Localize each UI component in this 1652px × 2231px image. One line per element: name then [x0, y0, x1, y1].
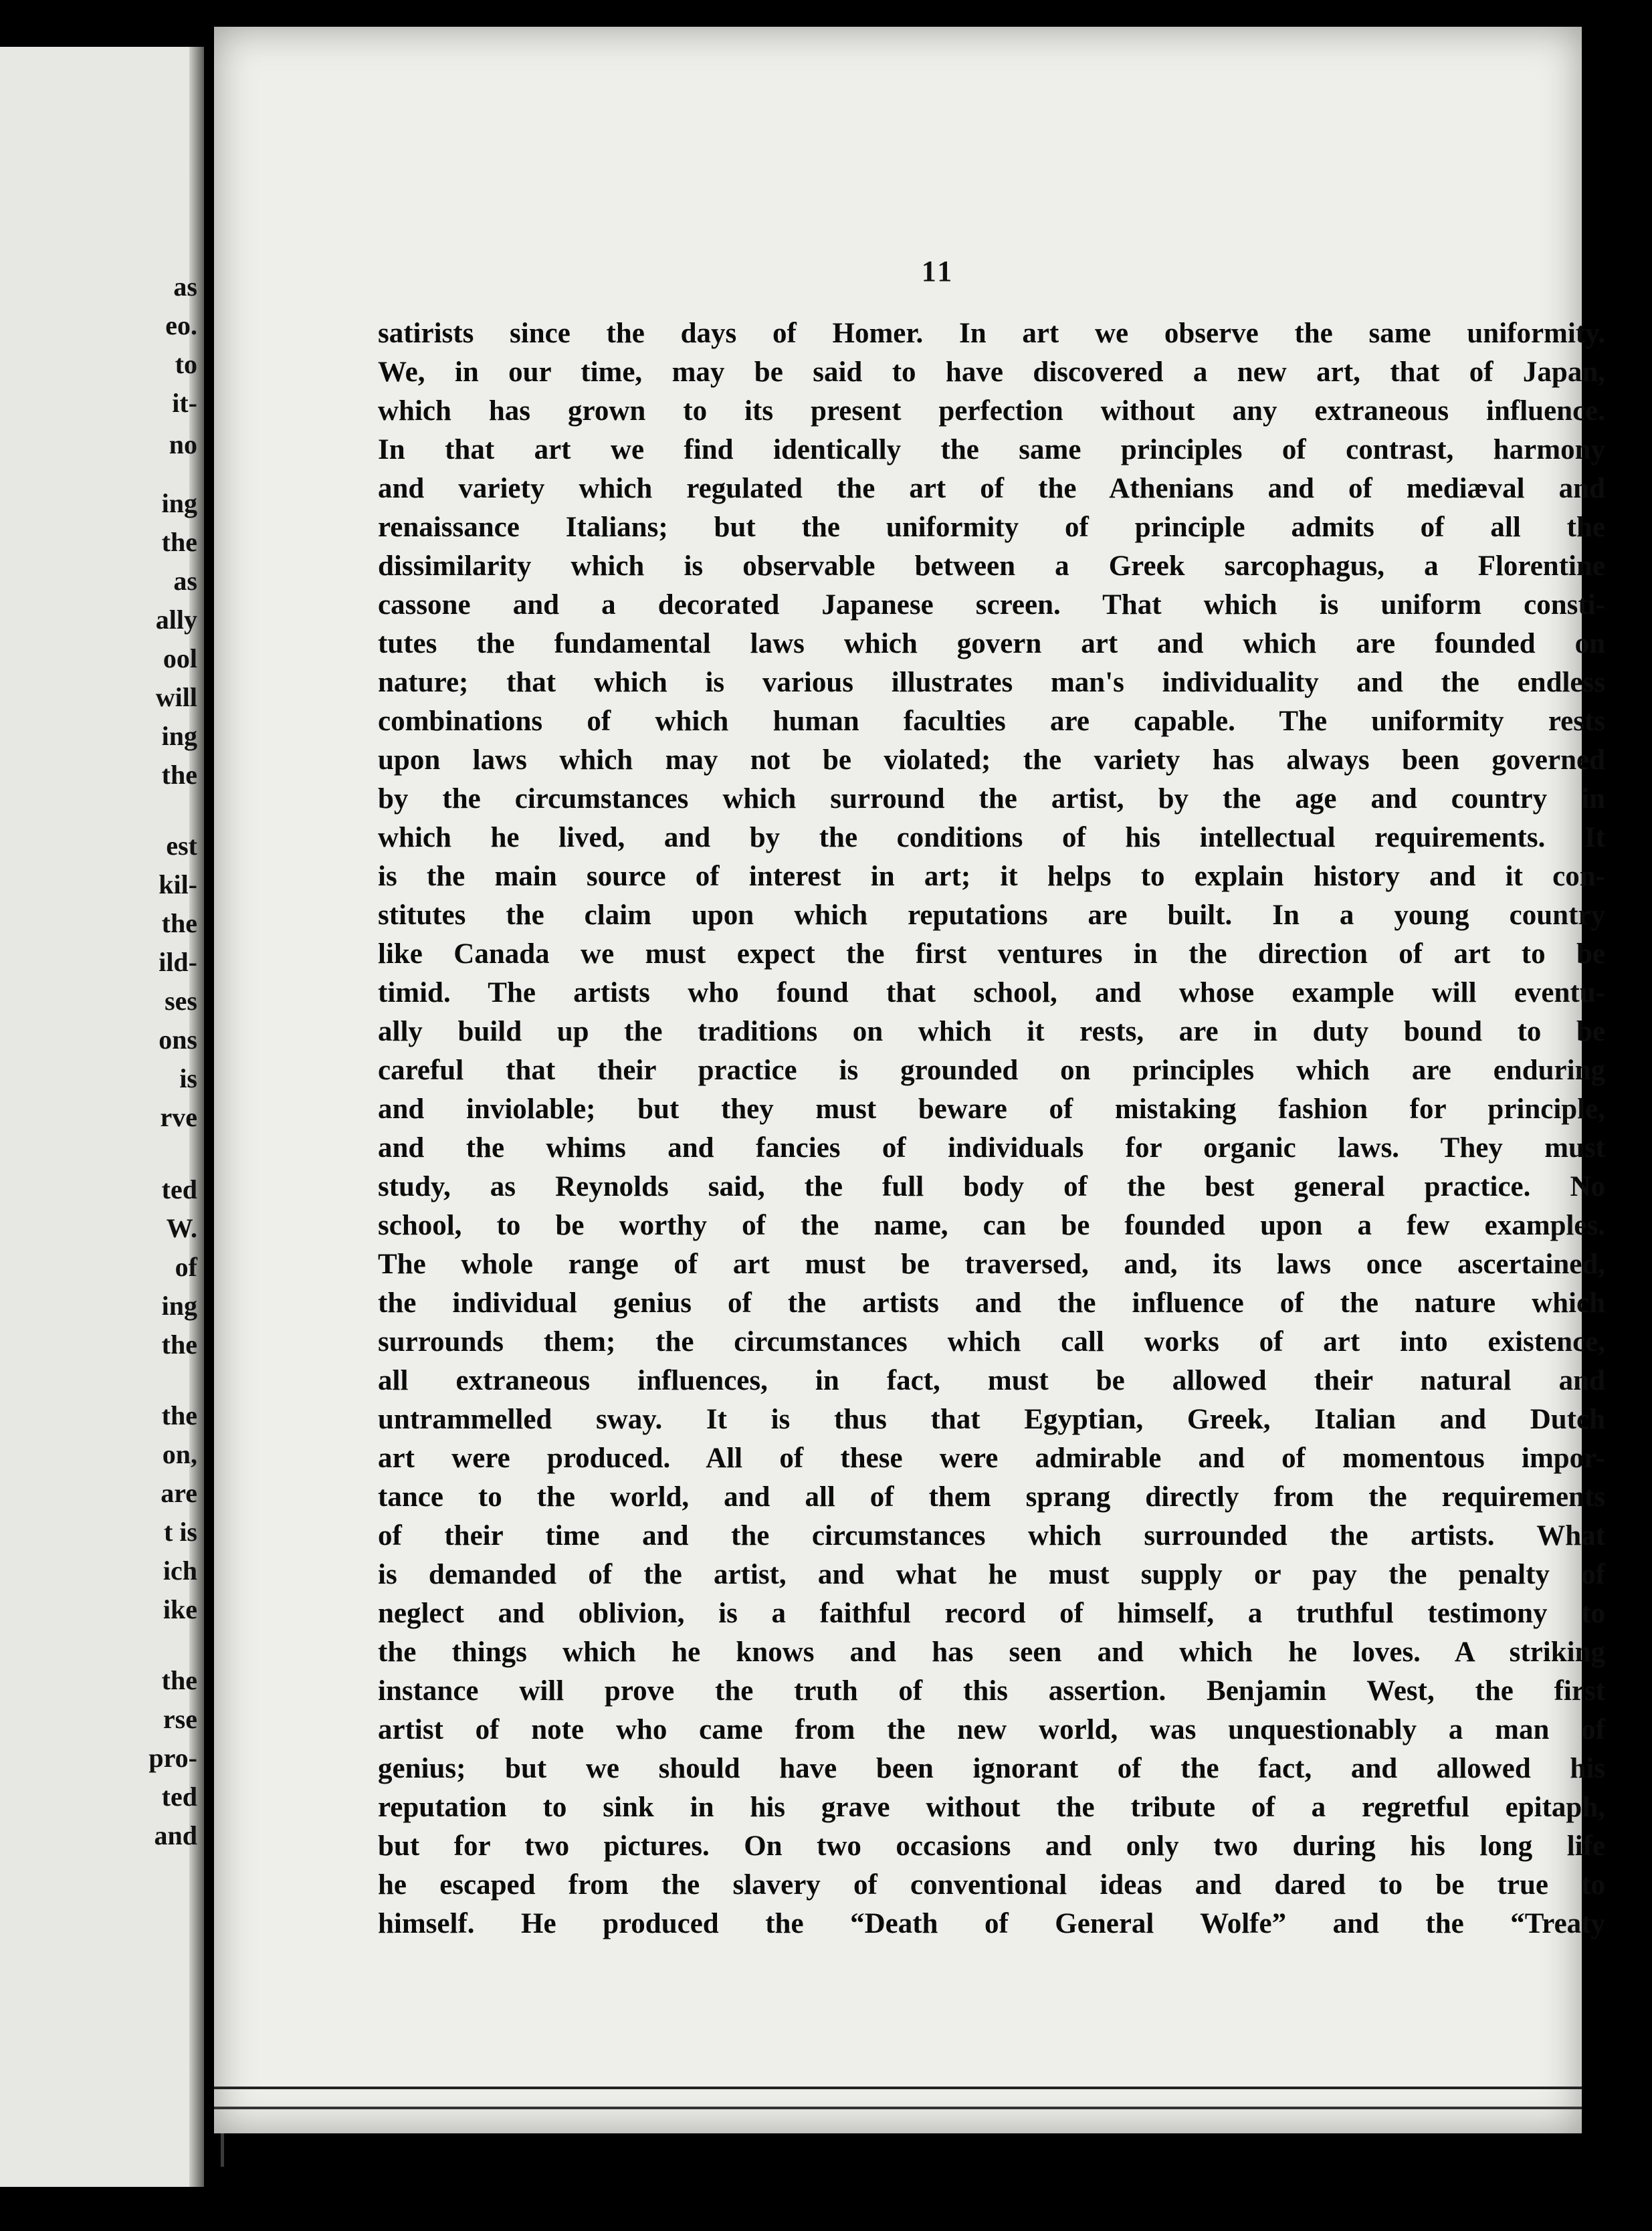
- text-line: is demanded of the artist, and what he must supply or pay the penalty of: [378, 1559, 1605, 1590]
- text-line: combinations of which human faculties are capable. The uniformity rests: [378, 706, 1605, 737]
- text-line: and the whims and fancies of individuals for organic laws. They must: [378, 1132, 1605, 1164]
- facing-page-word: rse: [163, 1704, 197, 1734]
- facing-page-word: the: [161, 908, 197, 938]
- text-line: is the main source of interest in art; it helps to explain history and it con-: [378, 861, 1605, 892]
- text-line: reputation to sink in his grave without the tribute of a regretful epitaph,: [378, 1792, 1605, 1823]
- facing-page-word: it-: [172, 388, 197, 418]
- facing-page-word: est: [166, 831, 197, 861]
- body-text: [378, 314, 1605, 1943]
- text-line: neglect and oblivion, is a faithful record of himself, a truthful testimony to: [378, 1598, 1605, 1629]
- facing-page-word: ool: [163, 643, 197, 673]
- text-line: he escaped from the slavery of conventional ideas and dared to be true to: [378, 1869, 1605, 1901]
- facing-page-word: ing: [161, 1291, 197, 1321]
- text-line: stitutes the claim upon which reputations are built. In a young country: [378, 899, 1605, 931]
- text-line: art were produced. All of these were admirable and of momentous impor-: [378, 1443, 1605, 1474]
- facing-page-word: ing: [161, 721, 197, 751]
- text-line: which he lived, and by the conditions of his intellectual requirements. It: [378, 822, 1605, 853]
- facing-page-word: the: [161, 1665, 197, 1695]
- facing-page-word: as: [173, 566, 197, 596]
- text-line: like Canada we must expect the first ventures in the direction of art to be: [378, 938, 1605, 970]
- facing-page-word: W.: [166, 1213, 197, 1243]
- facing-page-word: as: [173, 272, 197, 302]
- main-page: [214, 27, 1605, 2133]
- text-line: In that art we find identically the same principles of contrast, harmony: [378, 434, 1605, 465]
- facing-page-fragment: [0, 47, 204, 2187]
- text-line: the things which he knows and has seen and which he loves. A striking: [378, 1636, 1605, 1668]
- facing-page-word: eo.: [165, 310, 197, 340]
- text-line: surrounds them; the circumstances which call works of art into existence,: [378, 1326, 1605, 1358]
- text-line: tutes the fundamental laws which govern art and which are founded on: [378, 628, 1605, 659]
- text-line: the individual genius of the artists and the influence of the nature which: [378, 1287, 1605, 1319]
- facing-page-word: ons: [159, 1025, 197, 1055]
- facing-page-word: t is: [164, 1517, 197, 1547]
- text-line: careful that their practice is grounded on principles which are enduring: [378, 1055, 1605, 1086]
- facing-page-word: the: [161, 760, 197, 790]
- text-line: instance will prove the truth of this assertion. Benjamin West, the first: [378, 1675, 1605, 1707]
- facing-page-word: ild-: [159, 947, 197, 977]
- facing-page-word: the: [161, 1400, 197, 1430]
- text-line: artist of note who came from the new world, was unquestionably a man of: [378, 1714, 1605, 1745]
- text-line: The whole range of art must be traversed, and, its laws once ascertained,: [378, 1249, 1605, 1280]
- text-line: renaissance Italians; but the uniformity of principle admits of all the: [378, 512, 1605, 543]
- facing-page-word: ted: [161, 1782, 197, 1812]
- text-line: tance to the world, and all of them sprang directly from the requirements: [378, 1481, 1605, 1513]
- text-line: study, as Reynolds said, the full body of the best general practice. No: [378, 1171, 1605, 1202]
- facing-page-word: and: [154, 1820, 197, 1850]
- text-line: We, in our time, may be said to have discovered a new art, that of Japan,: [378, 356, 1605, 388]
- facing-page-word: is: [179, 1063, 197, 1093]
- facing-page-word: to: [175, 349, 197, 379]
- text-line: nature; that which is various illustrates man's individuality and the endless: [378, 667, 1605, 698]
- bottom-edge-line: [214, 2087, 1582, 2089]
- text-line: upon laws which may not be violated; the variety has always been governed: [378, 744, 1605, 776]
- text-line: cassone and a decorated Japanese screen. That which is uniform consti-: [378, 589, 1605, 621]
- facing-page-word: ike: [163, 1594, 197, 1624]
- facing-page-word: ally: [155, 605, 197, 635]
- text-line: of their time and the circumstances which surrounded the artists. What: [378, 1520, 1605, 1552]
- text-line: dissimilarity which is observable between a Greek sarcophagus, a Florentine: [378, 550, 1605, 582]
- text-line: genius; but we should have been ignorant of the fact, and allowed his: [378, 1753, 1605, 1784]
- text-line: by the circumstances which surround the artist, by the age and country in: [378, 783, 1605, 815]
- facing-page-word: rve: [160, 1102, 197, 1132]
- facing-page-word: the: [161, 527, 197, 557]
- facing-page-word: ich: [163, 1556, 197, 1586]
- text-line: himself. He produced the “Death of General Wolfe” and the “Treaty: [378, 1908, 1605, 1939]
- bottom-edge-line-2: [214, 2107, 1582, 2109]
- facing-page-word: will: [155, 682, 197, 712]
- facing-page-word: the: [161, 1330, 197, 1360]
- page-number: 11: [921, 255, 955, 288]
- text-line: school, to be worthy of the name, can be founded upon a few examples.: [378, 1210, 1605, 1241]
- facing-page-word: of: [175, 1252, 197, 1282]
- text-line: satirists since the days of Homer. In art we observe the same uniformity.: [378, 318, 1605, 349]
- text-line: all extraneous influences, in fact, must be allowed their natural and: [378, 1365, 1605, 1396]
- facing-page-word: kil-: [159, 869, 197, 899]
- facing-page-word: on,: [162, 1439, 197, 1469]
- facing-page-word: are: [161, 1478, 197, 1508]
- facing-page-word: ing: [161, 488, 197, 518]
- facing-page-word: ted: [161, 1174, 197, 1204]
- text-line: timid. The artists who found that school, and whose example will eventu-: [378, 977, 1605, 1008]
- text-line: and variety which regulated the art of the Athenians and of mediæval and: [378, 473, 1605, 504]
- facing-page-word: no: [169, 429, 197, 459]
- facing-page-word: ses: [165, 986, 197, 1016]
- facing-page-word: pro-: [148, 1743, 197, 1773]
- text-line: and inviolable; but they must beware of mistaking fashion for principle,: [378, 1093, 1605, 1125]
- text-line: ally build up the traditions on which it rests, are in duty bound to be: [378, 1016, 1605, 1047]
- text-line: but for two pictures. On two occasions and only two during his long life: [378, 1830, 1605, 1862]
- text-line: which has grown to its present perfection without any extraneous influence.: [378, 395, 1605, 427]
- text-line: untrammelled sway. It is thus that Egyptian, Greek, Italian and Dutch: [378, 1404, 1605, 1435]
